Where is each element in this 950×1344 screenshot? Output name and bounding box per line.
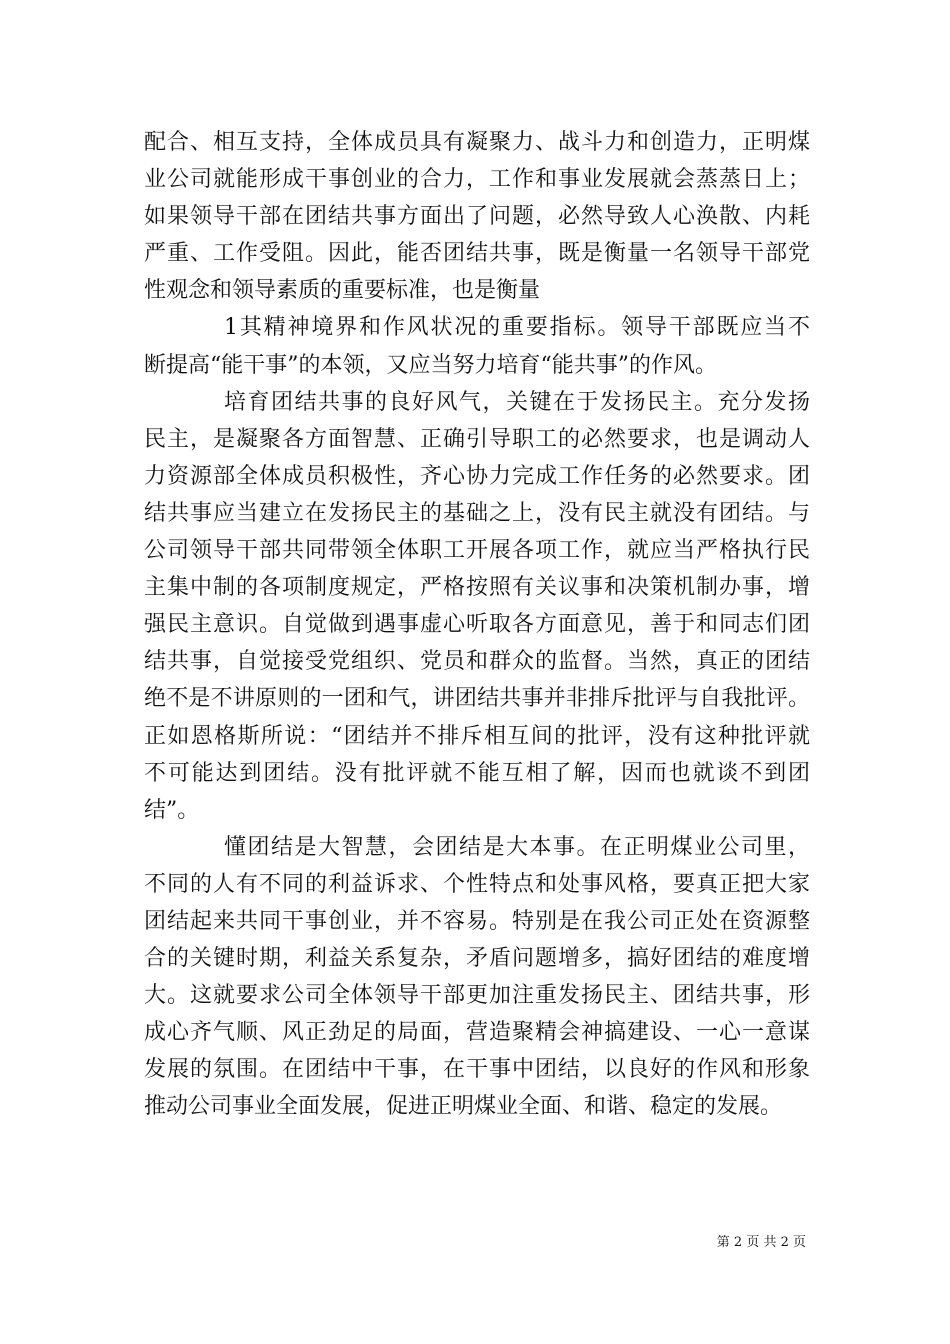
text-line: 合的关键时期，利益关系复杂，矛盾问题增多，搞好团结的难度增: [144, 946, 810, 972]
paragraph: [144, 124, 810, 309]
text-line: 性观念和领导素质的重要标准，也是衡量: [144, 278, 541, 304]
text-line: 民主，是凝聚各方面智慧、正确引导职工的必然要求，也是调动人: [144, 426, 810, 452]
text-line: 团结起来共同干事创业，并不容易。特别是在我公司正处在资源整: [144, 908, 810, 934]
text-line: 正如恩格斯所说：“团结并不排斥相互间的批评，没有这种批评就: [144, 723, 810, 749]
paragraph: [144, 384, 810, 829]
document-body: [144, 124, 810, 1126]
text-line: 结共事应当建立在发扬民主的基础之上，没有民主就没有团结。与: [144, 500, 810, 526]
paragraph: [144, 309, 810, 383]
paragraph: [144, 829, 810, 1126]
text-line: 不可能达到团结。没有批评就不能互相了解，因而也就谈不到团: [144, 760, 810, 786]
text-line: 严重、工作受阻。因此，能否团结共事，既是衡量一名领导干部党: [144, 241, 810, 267]
text-line: 成心齐气顺、风正劲足的局面，营造聚精会神搞建设、一心一意谋: [144, 1020, 810, 1046]
text-line: 配合、相互支持，全体成员具有凝聚力、战斗力和创造力，正明煤: [144, 130, 810, 155]
text-line: 发展的氛围。在团结中干事，在干事中团结，以良好的作风和形象: [144, 1057, 810, 1083]
text-line: 如果领导干部在团结共事方面出了问题，必然导致人心涣散、内耗: [144, 204, 810, 230]
text-line: 不同的人有不同的利益诉求、个性特点和处事风格，要真正把大家: [144, 871, 810, 897]
text-line: 公司领导干部共同带领全体职工开展各项工作，就应当严格执行民: [144, 538, 810, 564]
text-line: 主集中制的各项制度规定，严格按照有关议事和决策机制办事，增: [144, 575, 810, 601]
text-line: 强民主意识。自觉做到遇事虚心听取各方面意见，善于和同志们团: [144, 612, 810, 638]
page-number: 第 2 页 共 2 页: [716, 1235, 806, 1250]
text-line: 培育团结共事的良好风气，关键在于发扬民主。充分发扬: [224, 389, 810, 415]
text-line: 结”。: [144, 797, 200, 823]
text-line: 断提高“能干事”的本领，又应当努力培育“能共事”的作风。: [144, 352, 717, 378]
text-line: 1其精神境界和作风状况的重要指标。领导干部既应当不: [224, 315, 810, 341]
text-line: 大。这就要求公司全体领导干部更加注重发扬民主、团结共事，形: [144, 983, 810, 1009]
text-line: 推动公司事业全面发展，促进正明煤业全面、和谐、稳定的发展。: [144, 1094, 783, 1120]
text-line: 结共事，自觉接受党组织、党员和群众的监督。当然，真正的团结: [144, 649, 810, 675]
text-line: 懂团结是大智慧，会团结是大本事。在正明煤业公司里，: [224, 834, 810, 860]
text-line: 力资源部全体成员积极性，齐心协力完成工作任务的必然要求。团: [144, 463, 810, 489]
text-line: 绝不是不讲原则的一团和气，讲团结共事并非排斥批评与自我批评。: [144, 686, 810, 712]
text-line: 业公司就能形成干事创业的合力，工作和事业发展就会蒸蒸日上；: [144, 167, 810, 193]
